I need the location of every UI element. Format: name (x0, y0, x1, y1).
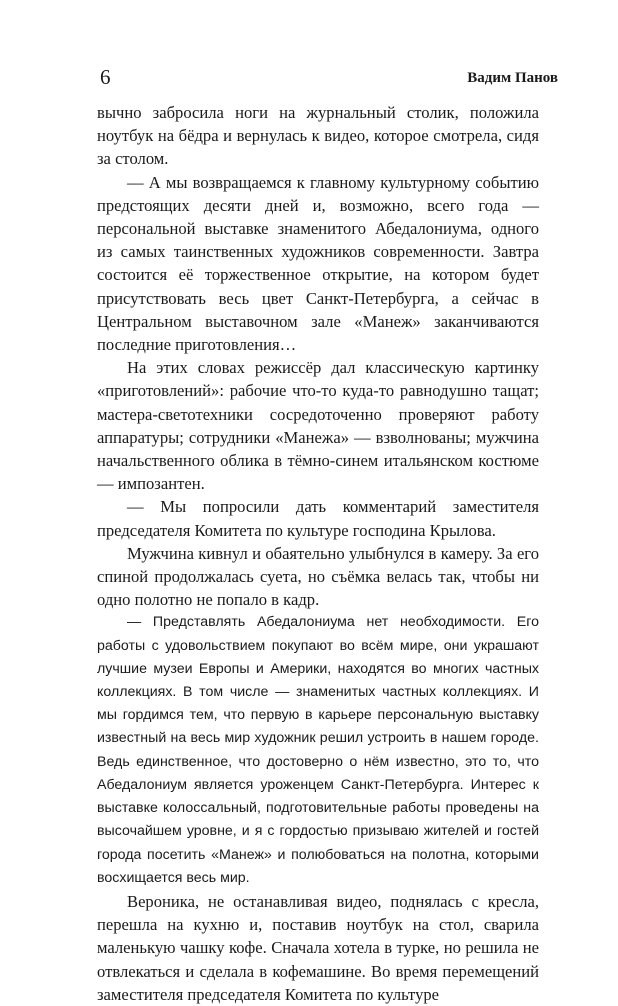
page-number: 6 (100, 65, 111, 89)
paragraph: Мужчина кивнул и обаятельно улыбнулся в камеру. За его спиной продолжалась суета, но съёмка велась так, чтобы ни одно полотно не попало в кадр. (97, 543, 539, 610)
text-body (97, 101, 539, 1006)
paragraph: Вероника, не останавливая видео, поднялась с кресла, перешла на кухню и, поставив ноутбук на стол, сварила маленькую чашку кофе. Сначала хотела в турке, но решила не отвлекаться и сделала в кофемашине. Во время перемещений заместителя председателя Комитета по культуре (97, 891, 539, 1004)
paragraph: вычно забросила ноги на журнальный столик, положила ноутбук на бёдра и вернулась к видео, которое смотрела, сидя за столом. (97, 103, 539, 169)
paragraph: На этих словах режиссёр дал классическую картинку «приготовлений»: рабочие что-то куда-то равнодушно тащат; мастера-светотехники сосредоточенно проверяют работу аппаратуры; сотрудники «Манежа» — взволнованы; мужчина начальственного облика в тёмно-синем итальянском костюме — импозантен. (97, 358, 539, 494)
running-head-author: Вадим Панов (467, 70, 558, 86)
paragraph: — А мы возвращаемся к главному культурному событию предстоящих десяти дней и, возможно, всего года — персональной выставке знаменитого Абедалониума, одного из самых таинственных художников современности. Завтра состоится её торжественное открытие, на котором будет присутствовать весь цвет Санкт-Петербурга, а сейчас в Центральном выставочном зале «Манеж» заканчиваются последние приготовления… (97, 172, 539, 355)
paragraph: — Представлять Абедалониума нет необходимости. Его работы с удовольствием покупают во всём мире, они украшают лучшие музеи Европы и Америки, находятся во многих частных коллекциях. В том числе — знаменитых частных коллекциях. И мы гордимся тем, что первую в карьере персональную выставку известный на весь мир художник решил устроить в нашем городе. Ведь единственное, что достоверно о нём известно, это то, что Абедалониум является уроженцем Санкт-Петербурга. Интерес к выставке колоссальный, подготовительные работы проведены на высочайшем уровне, и я с гордостью призываю жителей и гостей города посетить «Манеж» и полюбоваться на полотна, которыми восхищается весь мир. (97, 614, 539, 886)
paragraph: — Мы попросили дать комментарий заместителя председателя Комитета по культуре господина Крылова. (97, 497, 539, 540)
